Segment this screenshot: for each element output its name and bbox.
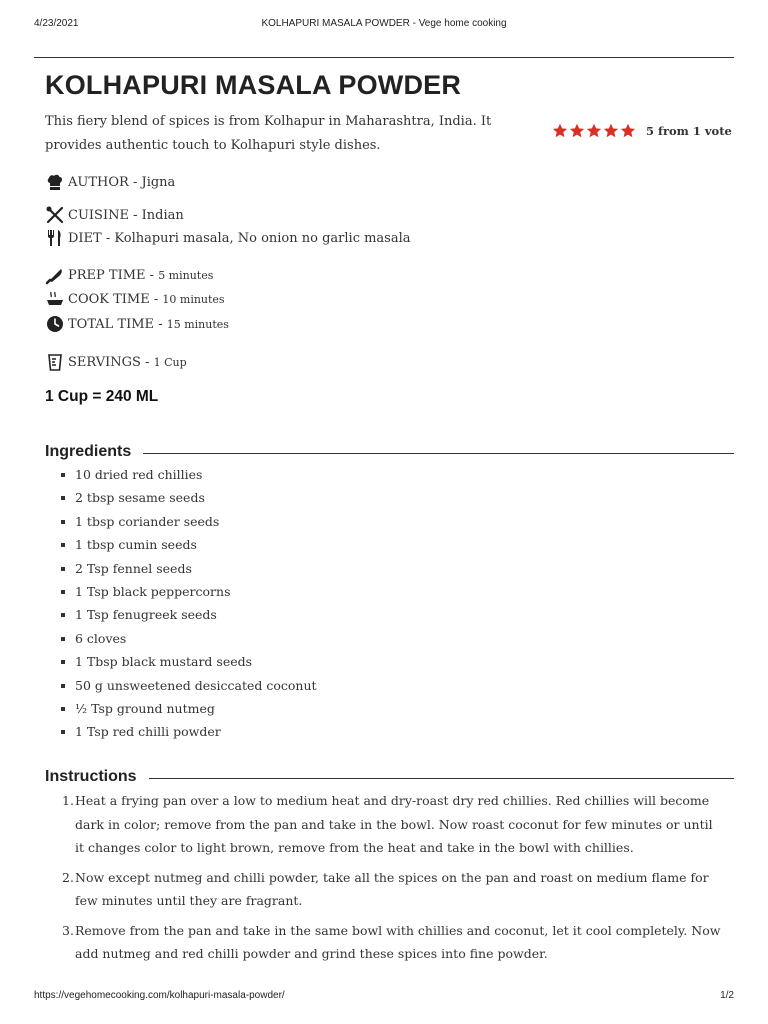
print-date: 4/23/2021 [34,18,79,29]
ingredient-item [45,720,645,743]
bullet-icon [61,473,65,477]
bullet-icon [61,730,65,734]
clock-icon [45,314,65,334]
ingredient-item [45,627,645,650]
meta-cuisine-value[interactable]: Indian [141,207,184,223]
meta-diet-label: DIET [68,230,102,246]
print-header [34,18,734,32]
utensils-crossed-icon [45,205,65,225]
meta-servings-value[interactable]: 1 Cup [153,355,187,369]
step-text: Remove from the pan and take in the same bowl with chillies and coconut, let it cool completely. Now add nutmeg and red chilli powder and grind these spices into fine powder. [75,922,721,961]
meta-total-time-value: 15 minutes [166,317,229,331]
ingredient-item [45,463,645,486]
meta-author-value[interactable]: Jigna [141,174,176,190]
bullet-icon [61,520,65,524]
meta-author-label: AUTHOR [68,174,129,190]
bullet-icon [61,684,65,688]
bullet-icon [61,567,65,571]
meta-prep-time-label: PREP TIME [68,267,146,283]
ingredient-item [45,697,645,720]
print-page-number: 1/2 [720,990,734,1001]
meta-cuisine: CUISINE - Indian [45,204,184,226]
instructions-divider [149,778,734,779]
print-page-title: KOLHAPURI MASALA POWDER - Vege home cooking [261,18,507,29]
meta-prep-time: PREP TIME - 5 minutes [45,264,213,286]
ingredient-text: 1 tbsp cumin seeds [75,537,197,553]
ingredient-text: 1 Tsp red chilli powder [75,724,221,740]
instruction-step [45,789,725,860]
star-icon[interactable] [552,123,568,139]
bullet-icon [61,613,65,617]
meta-diet-value[interactable]: Kolhapuri masala, No onion no garlic masala [114,230,411,246]
meta-cook-time: COOK TIME - 10 minutes [45,288,225,310]
knife-icon [45,265,65,285]
ingredient-item [45,674,645,697]
ingredient-item [45,580,645,603]
fork-knife-icon [45,228,65,248]
ingredient-item [45,510,645,533]
step-text: Heat a frying pan over a low to medium heat and dry-roast dry red chillies. Red chillies will become dark in color; remove from the pan and take in the bowl. Now roast coconut for few minutes or until it changes color to light brown, remove from the heat and take in the bowl with chillies. [75,793,713,855]
rating [552,121,732,141]
recipe-title: KOLHAPURI MASALA POWDER [45,70,462,100]
ingredients-list [45,463,645,744]
star-icon[interactable] [620,123,636,139]
bullet-icon [61,707,65,711]
star-icon[interactable] [586,123,602,139]
instruction-step [45,866,725,913]
measuring-cup-icon [45,352,65,372]
meta-servings-label: SERVINGS [68,354,141,370]
instructions-header [45,766,734,788]
ingredient-text: 1 Tbsp black mustard seeds [75,654,253,670]
ingredient-text: 1 Tsp fenugreek seeds [75,607,217,623]
meta-author: AUTHOR - Jigna [45,171,175,193]
meta-total-time-label: TOTAL TIME [68,316,155,332]
meta-servings: SERVINGS - 1 Cup [45,351,187,373]
ingredient-text: 2 Tsp fennel seeds [75,560,192,576]
ingredient-text: 10 dried red chillies [75,467,203,482]
step-number: 1. [62,793,74,808]
chef-hat-icon [45,172,65,192]
star-icon[interactable] [603,123,619,139]
recipe-summary: This fiery blend of spices is from Kolhapur in Maharashtra, India. It provides authentic touch to Kolhapuri style dishes. [45,114,492,153]
print-url: https://vegehomecooking.com/kolhapuri-masala-powder/ [34,990,285,1001]
print-footer [34,990,734,1004]
meta-diet: DIET - Kolhapuri masala, No onion no garlic masala [45,227,411,249]
ingredient-text: ½ Tsp ground nutmeg [75,700,215,716]
bullet-icon [61,660,65,664]
meta-cuisine-label: CUISINE [68,207,129,223]
bullet-icon [61,637,65,641]
ingredients-heading: Ingredients [45,443,132,460]
step-number: 2. [62,869,74,885]
rating-text: 5 from 1 vote [646,124,732,138]
instructions-heading: Instructions [45,768,137,785]
meta-cook-time-label: COOK TIME [68,291,150,307]
meta-cook-time-value: 10 minutes [162,292,225,306]
meta-total-time: TOTAL TIME - 15 minutes [45,313,229,335]
ingredient-text: 2 tbsp sesame seeds [75,490,205,506]
instruction-step [45,919,725,966]
meta-prep-time-value: 5 minutes [158,268,214,282]
recipe-card [34,57,734,998]
bullet-icon [61,543,65,547]
ingredient-item [45,650,645,673]
ingredients-header [45,441,734,463]
ingredient-text: 50 g unsweetened desiccated coconut [75,677,317,693]
ingredient-item [45,486,645,509]
bullet-icon [61,590,65,594]
rating-stars[interactable] [552,123,636,139]
cooking-pan-icon [45,289,65,309]
instructions-list [45,789,725,972]
ingredient-text: 1 tbsp coriander seeds [75,513,220,529]
ingredient-text: 6 cloves [75,630,127,646]
yield-note: 1 Cup = 240 ML [45,388,159,405]
step-text: Now except nutmeg and chilli powder, take all the spices on the pan and roast on medium flame for few minutes until they are fragrant. [75,869,709,908]
ingredient-text: 1 Tsp black peppercorns [75,583,231,599]
star-icon[interactable] [569,123,585,139]
ingredient-item [45,533,645,556]
ingredient-item [45,603,645,626]
ingredients-divider [143,453,734,454]
step-number: 3. [62,922,74,938]
bullet-icon [61,496,65,500]
ingredient-item [45,557,645,580]
